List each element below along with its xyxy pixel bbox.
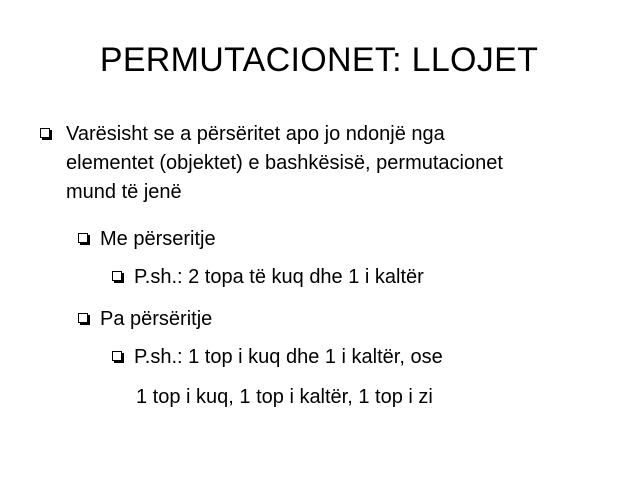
sub-item-label-with-repetition: Me përseritje [100,228,216,250]
square-bullet-icon [78,313,90,325]
main-bullet-line-1: Varësisht se a përsëritet apo jo ndonjë nga [66,123,445,145]
example-with-repetition: P.sh.: 2 topa të kuq dhe 1 i kaltër [134,266,424,288]
sub-item-label-without-repetition: Pa përsëritje [100,308,213,330]
example-without-repetition-continuation: 1 top i kuq, 1 top i kaltër, 1 top i zi [136,386,433,408]
square-bullet-icon [40,128,52,140]
square-bullet-icon [112,351,124,363]
example-without-repetition: P.sh.: 1 top i kuq dhe 1 i kaltër, ose [134,346,443,368]
main-bullet-line-3: mund të jenë [66,181,182,203]
main-bullet-line-2: elementet (objektet) e bashkësisë, permutacionet [66,152,503,174]
square-bullet-icon [112,271,124,283]
slide-title: PERMUTACIONET: LLOJET [99,41,539,79]
square-bullet-icon [78,233,90,245]
